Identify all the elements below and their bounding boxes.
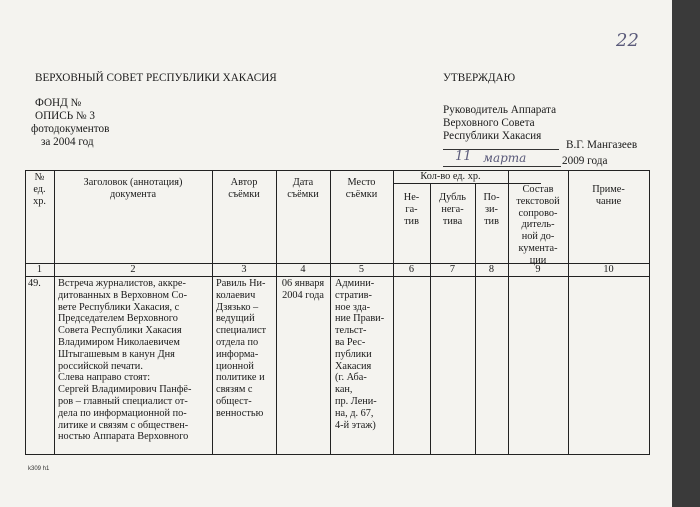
column-number-8: 8: [488, 264, 495, 275]
row-title: Встреча журналистов, аккре- дитованных в Верховном Со- вете Республики Хакасия, с Председателем Верховного Совета Республики Хакасия Владимиром Николаевичем Штыгашевым в канун Дня российской печати. Слева направо стоят: Сергей Владимирович Панфё- ров – главный специалист от- дела по информационной по- литике и связям с обществен- ностью Аппарата Верховного: [58, 278, 192, 443]
footer-code: k309 h1: [28, 466, 50, 472]
col-divider-1: [54, 170, 55, 455]
approval-title: УТВЕРЖДАЮ: [443, 72, 516, 84]
inventory-number: ОПИСЬ № 3: [35, 110, 95, 122]
header-note: Приме- чание: [592, 184, 625, 207]
header-author: Автор съёмки: [228, 177, 260, 200]
row-number: 49.: [28, 278, 41, 289]
inventory-table: [25, 170, 650, 455]
header-duplicate-negative: Дубль нега- тива: [439, 192, 466, 227]
inventory-year: за 2004 год: [41, 136, 94, 148]
column-number-3: 3: [241, 264, 247, 275]
header-positive: По- зи- тив: [483, 192, 500, 227]
approval-position-line1: Руководитель Аппарата: [443, 104, 557, 116]
header-number: № ед. хр.: [33, 172, 46, 207]
column-number-4: 4: [300, 264, 306, 275]
header-composition: Состав текстовой сопрово- дитель- ной до- кумента- ции: [516, 184, 560, 266]
column-number-5: 5: [358, 264, 365, 275]
page-number-handwritten: 22: [616, 30, 639, 51]
col-divider-2: [212, 170, 213, 455]
column-number-1: 1: [36, 264, 43, 275]
header-date: Дата съёмки: [287, 177, 319, 200]
column-number-9: 9: [535, 264, 541, 275]
approval-signer: В.Г. Мангазеев: [566, 139, 638, 151]
table-bottom-border: [25, 454, 650, 455]
column-number-2: 2: [130, 264, 136, 275]
table-left-border: [25, 170, 26, 455]
approval-date-year: 2009 года: [562, 155, 608, 167]
photo-documents-label: фотодокументов: [31, 123, 110, 135]
approval-position-line2: Верховного Совета: [443, 117, 535, 129]
header-place: Место съёмки: [345, 177, 378, 200]
header-negative: Не- га- тив: [403, 192, 420, 227]
header-quantity: Кол-во ед. хр.: [420, 171, 481, 182]
row-author: Равиль Ни- колаевич Дзязько – ведущий специалист отдела по информа- ционной политике и связям с общест- венностью: [216, 278, 267, 419]
col-divider-4: [330, 170, 331, 455]
approval-date-day: 11: [455, 149, 472, 164]
approval-position-line3: Республики Хакасия: [443, 130, 542, 142]
table-right-border: [649, 170, 650, 455]
scanner-background: [672, 0, 700, 507]
column-number-6: 6: [408, 264, 415, 275]
date-line: [443, 166, 561, 167]
approval-date-month: марта: [483, 151, 527, 165]
col-divider-9: [568, 170, 569, 455]
column-numbers-bottom-line: [25, 276, 650, 277]
fond-number: ФОНД №: [35, 97, 82, 109]
organization-name: ВЕРХОВНЫЙ СОВЕТ РЕСПУБЛИКИ ХАКАСИЯ: [35, 72, 277, 84]
table-top-border: [25, 170, 650, 171]
column-number-7: 7: [449, 264, 456, 275]
row-date: 06 января 2004 года: [281, 278, 325, 301]
header-title: Заголовок (аннотация) документа: [83, 177, 183, 200]
column-number-10: 10: [603, 264, 614, 275]
col-divider-3: [276, 170, 277, 455]
row-place: Админи- стратив- ное зда- ние Прави- тельст- ва Рес- публики Хакасия (г. Аба- кан, пр. Лени- на, д. 67, 4-й этаж): [335, 278, 385, 431]
